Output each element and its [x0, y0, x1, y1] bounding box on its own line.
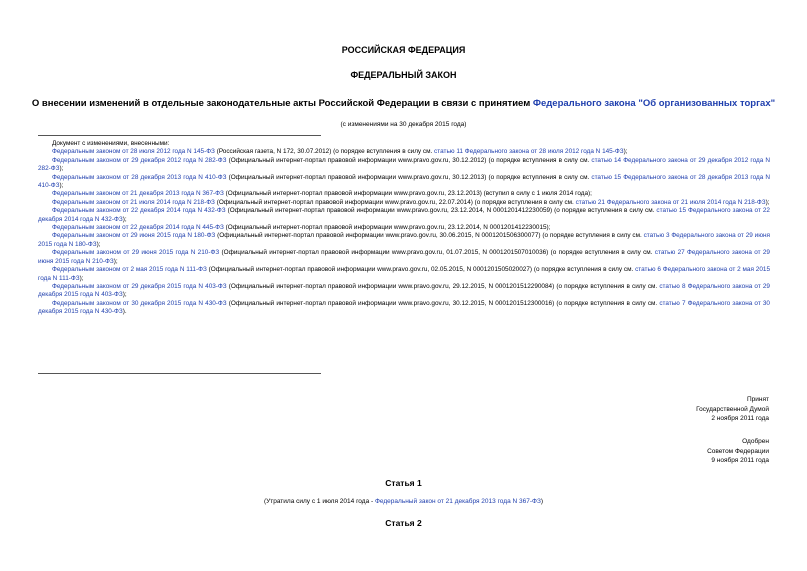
article-1-status-prefix: (Утратила силу с 1 июля 2014 года - — [263, 498, 375, 505]
amendment-end-text: ); — [122, 215, 127, 223]
amendment-law-link[interactable]: Федеральным законом от 21 декабря 2013 года N 367-ФЗ — [52, 190, 224, 198]
law-title — [0, 98, 807, 109]
amendment-article-link[interactable]: статью 21 Федерального закона от 21 июля 2014 года N 218-ФЗ — [575, 198, 766, 206]
adopted-line1: Принят — [746, 396, 769, 403]
amendment-law-link[interactable]: Федеральным законом от 2 мая 2015 года N 111-ФЗ — [52, 266, 207, 274]
amendment-end-text: ). — [122, 308, 127, 316]
law-title-text: О внесении изменений в отдельные законодательные акты Российской Федерации в связи с принятием — [31, 98, 533, 109]
amendment-source-text: (Официальный интернет-портал правовой информации www.pravo.gov.ru, 30.06.2015, N 0001201506300077) (о порядке вступления в силу см. — [215, 232, 644, 240]
amendment-end-text: ); — [122, 291, 127, 299]
amendment-article-link[interactable]: статью 7 Федерального закона от 30 декабря 2015 года N 430-ФЗ — [38, 299, 770, 316]
top-divider — [38, 135, 321, 136]
article-1-status-link[interactable]: Федеральный закон от 21 декабря 2013 года N 367-ФЗ — [374, 498, 541, 505]
amendment-end-text: ); — [59, 165, 64, 173]
amendment-item — [38, 249, 770, 266]
article-1-status-suffix: ) — [540, 498, 544, 505]
amendment-end-text: ); — [79, 274, 84, 282]
adopted-block — [696, 395, 769, 424]
amendment-source-text: (Официальный интернет-портал правовой информации www.pravo.gov.ru, 30.12.2012) (о порядке вступления в силу см. — [226, 156, 592, 164]
amendments-list — [38, 148, 770, 316]
adopted-line2: Государственной Думой — [696, 405, 769, 413]
amendment-item — [38, 266, 770, 283]
amendment-source-text: (Официальный интернет-портал правовой информации www.pravo.gov.ru, 22.07.2014) (о порядке вступления в силу см. — [214, 198, 576, 206]
amendment-article-link[interactable]: статью 8 Федерального закона от 29 декабря 2015 года N 403-ФЗ — [38, 282, 770, 299]
amendment-law-link[interactable]: Федеральным законом от 29 июня 2015 года N 210-ФЗ — [52, 249, 220, 257]
amendment-item — [38, 199, 770, 207]
approved-line2: Советом Федерации — [707, 447, 769, 455]
amendment-item — [38, 148, 770, 156]
amendments-block — [38, 140, 770, 317]
amendment-article-link[interactable]: статью 15 Федерального закона от 22 декабря 2014 года N 432-ФЗ — [38, 207, 770, 223]
amendment-item — [38, 207, 770, 224]
article-2-title: Статья 2 — [385, 518, 422, 528]
amendment-article-link[interactable]: статью 3 Федерального закона от 29 июня 2015 года N 180-ФЗ — [38, 232, 770, 248]
amendment-law-link[interactable]: Федеральным законом от 29 декабря 2012 года N 282-ФЗ — [52, 156, 227, 164]
amendment-source-text: (Официальный интернет-портал правовой информации www.pravo.gov.ru, 01.07.2015, N 0001201507010036) (о порядке вступления в силу см. — [219, 249, 655, 257]
amendment-law-link[interactable]: Федеральным законом от 29 июня 2015 года N 180-ФЗ — [52, 232, 216, 240]
amendment-item — [38, 283, 770, 300]
amendment-item — [38, 232, 770, 249]
amendment-end-text: ); — [96, 240, 101, 248]
amendment-article-link[interactable]: статью 14 Федерального закона от 29 декабря 2012 года N 282-ФЗ — [38, 156, 770, 173]
amendment-end-text: ); — [623, 148, 628, 156]
amendment-law-link[interactable]: Федеральным законом от 30 декабря 2015 года N 430-ФЗ — [52, 299, 227, 307]
approved-line3: 9 ноября 2011 года — [711, 457, 769, 465]
amendment-item — [38, 300, 770, 317]
amendment-source-text: (Официальный интернет-портал правовой информации www.pravo.gov.ru, 30.12.2013) (о порядке вступления в силу см. — [226, 173, 592, 181]
bottom-divider — [38, 373, 321, 374]
amendment-source-text: (Официальный интернет-портал правовой информации www.pravo.gov.ru, 30.12.2015, N 0001201512300016) (о порядке вступления в силу см. — [226, 299, 660, 307]
amendment-item — [38, 174, 770, 191]
amendment-source-text: (Официальный интернет-портал правовой информации www.pravo.gov.ru, 23.12.2013) (вступил в силу с 1 июля 2014 года); — [223, 190, 592, 198]
amendment-law-link[interactable]: Федеральным законом от 28 июля 2012 года N 145-ФЗ — [52, 148, 215, 156]
amendment-end-text: ); — [765, 198, 770, 206]
approved-line1: Одобрен — [742, 438, 769, 445]
amendment-law-link[interactable]: Федеральным законом от 21 июля 2014 года N 218-ФЗ — [52, 198, 215, 206]
amended-note: (с изменениями на 30 декабря 2015 года) — [340, 121, 467, 128]
amendment-article-link[interactable]: статью 27 Федерального закона от 29 июня 2015 года N 210-ФЗ — [38, 249, 770, 265]
amendment-law-link[interactable]: Федеральным законом от 29 декабря 2015 года N 403-ФЗ — [52, 282, 227, 290]
amendment-article-link[interactable]: статью 11 Федерального закона от 28 июля 2012 года N 145-ФЗ — [434, 148, 624, 156]
amendment-source-text: (Российская газета, N 172, 30.07.2012) (о порядке вступления в силу см. — [214, 148, 435, 156]
amendment-source-text: (Официальный интернет-портал правовой информации www.pravo.gov.ru, 02.05.2015, N 0001201505020027) (о порядке вступления в силу см. — [206, 266, 636, 274]
amendment-law-link[interactable]: Федеральным законом от 22 декабря 2014 года N 445-ФЗ — [52, 224, 224, 232]
amendment-source-text: (Официальный интернет-портал правовой информации www.pravo.gov.ru, 29.12.2015, N 0001201512290084) (о порядке вступления в силу см. — [226, 282, 660, 290]
amendments-intro: Документ с изменениями, внесенными: — [52, 140, 170, 147]
amendment-law-link[interactable]: Федеральным законом от 22 декабря 2014 года N 432-ФЗ — [52, 207, 226, 215]
doc-type-heading: ФЕДЕРАЛЬНЫЙ ЗАКОН — [350, 70, 457, 80]
law-title-link[interactable]: Федерального закона "Об организованных торгах" — [532, 98, 776, 109]
amendment-law-link[interactable]: Федеральным законом от 28 декабря 2013 года N 410-ФЗ — [52, 173, 227, 181]
article-1-status — [0, 498, 807, 505]
adopted-line3: 2 ноября 2011 года — [711, 415, 769, 423]
amendment-article-link[interactable]: статью 15 Федерального закона от 28 декабря 2013 года N 410-ФЗ — [38, 173, 770, 190]
amendment-end-text: ); — [113, 257, 118, 265]
article-1-title: Статья 1 — [385, 478, 422, 488]
amendment-source-text: (Официальный интернет-портал правовой информации www.pravo.gov.ru, 23.12.2014, N 0001201412230059) (о порядке вступления в силу см. — [225, 207, 657, 215]
amendment-item — [38, 190, 770, 198]
country-heading: РОССИЙСКАЯ ФЕДЕРАЦИЯ — [341, 45, 466, 55]
approved-block — [707, 437, 769, 466]
amendment-source-text: (Официальный интернет-портал правовой информации www.pravo.gov.ru, 23.12.2014, N 0001201412230015); — [223, 224, 551, 232]
amendment-end-text: ); — [59, 182, 64, 190]
amendment-item — [38, 157, 770, 174]
amendment-article-link[interactable]: статью 6 Федерального закона от 2 мая 2015 года N 111-ФЗ — [38, 266, 770, 282]
